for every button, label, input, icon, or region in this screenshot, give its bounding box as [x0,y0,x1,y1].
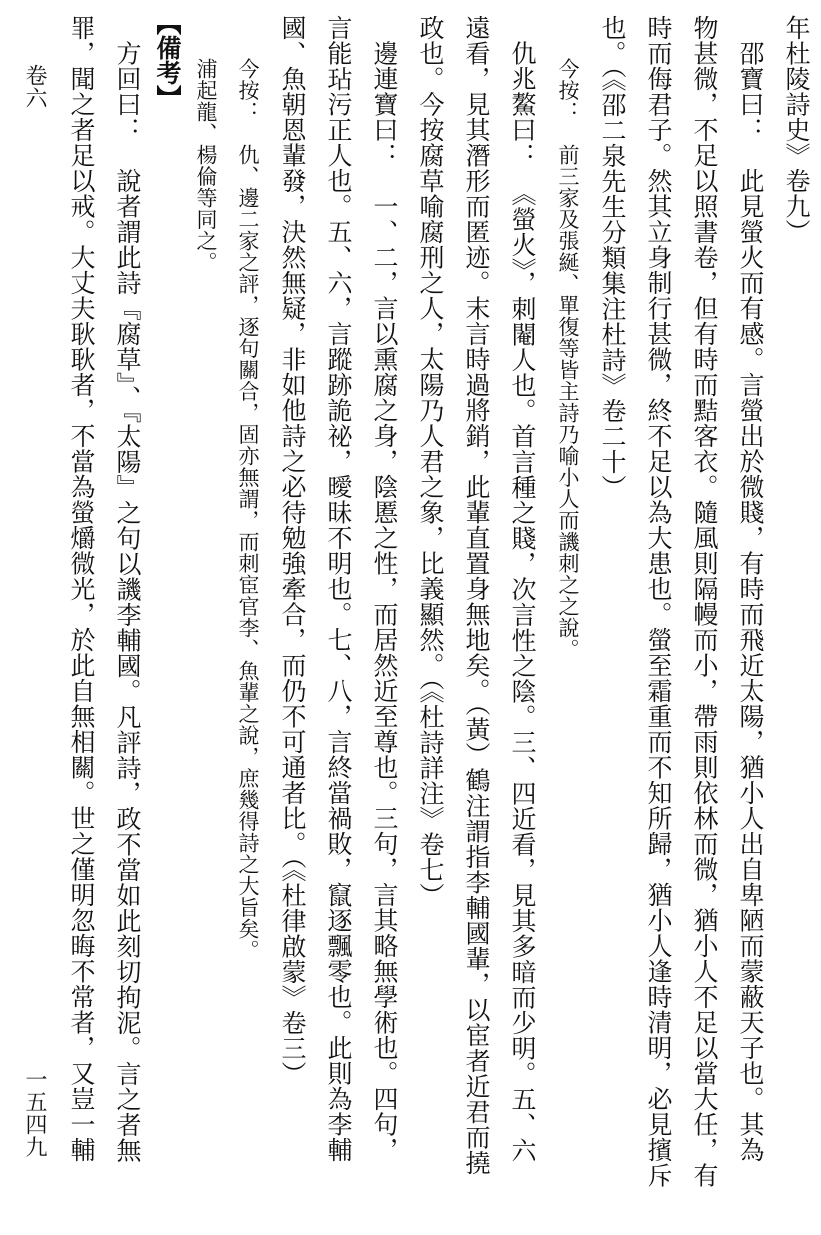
footer-page-number: 一五四九 [22,1068,47,1158]
text-column: 言能玷污正人也。五、六，言蹤跡詭祕，曖昧不明也。七、八，言終當禍敗，竄逐飄零也。此則為李輔 [324,15,353,1163]
text-column: 邵寶曰： 此見螢火而有感。言螢出於微賤，有時而飛近太陽，猶小人出自卑陋而蒙蔽天子也。其為 [736,15,765,1163]
text-column: 年杜陵詩史》卷九） [782,15,811,245]
footer-volume-label: 卷六 [22,64,47,109]
text-column: 遠看，見其潛形而匿迹。末言時過將銷，此輩直置身無地矣。（黃）鶴注謂指李輔國輩，以宦者近君而撓 [462,15,491,1176]
text-column: 政也。今按腐草喻腐刑之人，太陽乃人君之象，比義顯然。（《杜詩詳注》卷七） [416,15,445,908]
text-column: 物甚微，不足以照書卷，但有時而黠客衣。隨風則隔幔而小，帶雨則依林而微，猶小人不足以當大任，有 [690,15,719,1188]
text-column: 國、魚朝恩輩發，決然無疑，非如他詩之必待勉強牽合，而仍不可通者比。（《杜律啟蒙》卷三） [278,15,307,1087]
section-heading-beikao: 【備考】 [153,10,182,110]
text-column: 罪，聞之者足以戒。大丈夫耿耿者，不當為螢爝微光，於此自無相關。世之僅明忽晦不常者，又豈一輔 [67,15,96,1163]
text-column: 邊連寶曰： 一、二，言以熏腐之身，陰慝之性，而居然近至尊也。三句，言其略無學術也。四句， [370,15,399,1163]
text-column: 時而侮君子。然其立身制行甚微，終不足以為大患也。螢至霜重而不知所歸，猶小人逢時清明，必見擯斥 [644,15,673,1188]
note-column: 浦起龍、楊倫等同之。 [194,15,218,273]
text-column: 仇兆鰲曰： 《螢火》，刺閹人也。首言種之賤，次言性之陰。三、四近看，見其多暗而少明。五、六 [508,15,537,1163]
text-column: 方回曰： 說者謂此詩『腐草』、『太陽』之句以譏李輔國。凡評詩，政不當如此刻切拘泥。言之者無 [113,15,142,1163]
note-column: 今按： 前三家及張綖、單復等皆主詩乃喻小人而譏刺之之說。 [556,15,580,660]
text-column: 也。（《邵二泉先生分類集注杜詩》卷二十） [598,15,627,500]
note-column: 今按： 仇、邊二家之評，逐句關合，固亦無謂，而刺宦官李、魚輩之說，庶幾得詩之大旨矣。 [236,15,260,961]
